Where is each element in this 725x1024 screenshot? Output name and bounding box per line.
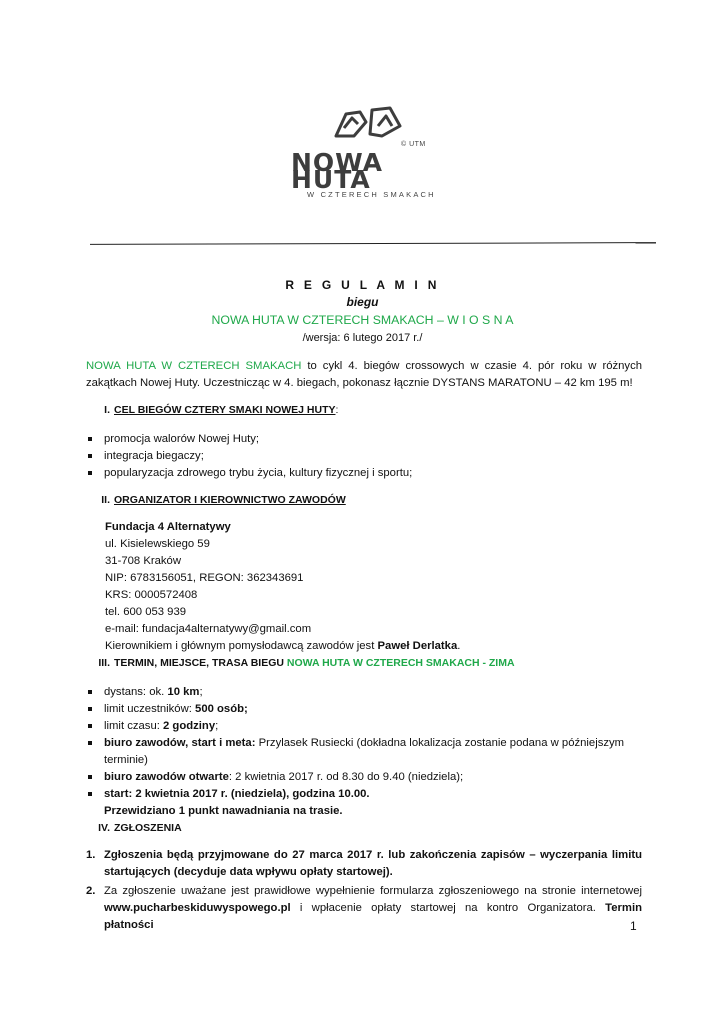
organizer-leader: [105, 638, 605, 655]
item-2-text-c: Termin płatności: [104, 902, 642, 931]
section-2-title: ORGANIZATOR I KIEROWNICTWO ZAWODÓW: [114, 494, 346, 506]
organizer-block: [105, 519, 605, 655]
organizer-phone: tel. 600 053 939: [105, 606, 187, 618]
office-label: biuro zawodów, start i meta:: [104, 737, 256, 749]
distance-label: dystans: ok.: [104, 686, 168, 698]
open-label: biuro zawodów otwarte: [104, 771, 229, 783]
list-item: promocja walorów Nowej Huty;: [86, 431, 642, 448]
list-item: [86, 718, 642, 735]
list-item: [86, 847, 642, 881]
goals-list: [86, 431, 642, 482]
organizer-name: Fundacja 4 Alternatywy: [105, 521, 231, 533]
intro-text: to cykl 4. biegów crossowych w czasie 4. pór roku w różnych zakątkach Nowej Huty. Uczestnicząc w 4. biegach, pokonasz łącznie DYSTANS MARATONU – 42 km 195 m!: [86, 360, 642, 389]
time-end: ;: [215, 720, 219, 732]
intro-paragraph: [86, 358, 642, 392]
organizer-krs: KRS: 0000572408: [105, 589, 198, 601]
logo-tagline: W CZTERECH SMAKACH: [307, 190, 436, 199]
list-item: [86, 701, 642, 718]
leader-name: Paweł Derlatka: [377, 640, 458, 652]
section-4-number: IV.: [98, 822, 110, 834]
registration-list: [86, 847, 642, 936]
section-3-title: TERMIN, MIEJSCE, TRASA BIEGU: [114, 657, 287, 669]
section-3-title-event: NOWA HUTA W CZTERECH SMAKACH - ZIMA: [286, 657, 515, 669]
header-divider: [90, 242, 656, 245]
start-text: start: 2 kwietnia 2017 r. (niedziela), godzina 10.00.: [104, 788, 370, 800]
list-item: [86, 883, 642, 934]
organizer-city: 31-708 Kraków: [105, 555, 181, 567]
list-item: [86, 735, 642, 769]
race-details-list: [86, 684, 642, 820]
distance-value: 10 km: [167, 686, 200, 698]
list-item: [86, 684, 642, 701]
item-2-text-b: i wpłacenie opłaty startowej na kontro Organizatora.: [290, 902, 606, 914]
time-label: limit czasu:: [104, 720, 164, 732]
list-item: integracja biegaczy;: [86, 448, 642, 465]
page-number: 1: [630, 919, 637, 933]
limit-value: 500 osób;: [195, 703, 248, 715]
section-2-number: II.: [101, 494, 110, 506]
copyright-mark: © UTM: [401, 141, 426, 148]
logo-shapes-icon: [332, 104, 404, 140]
water-text: Przewidziano 1 punkt nawadniania na trasie.: [104, 805, 343, 817]
leader-suffix: .: [457, 640, 461, 652]
organizer-email: e-mail: fundacja4alternatywy@gmail.com: [105, 623, 312, 635]
distance-end: ;: [199, 686, 203, 698]
organizer-nip: NIP: 6783156051, REGON: 362343691: [105, 572, 304, 584]
list-item: [86, 786, 642, 820]
document-version: /wersja: 6 lutego 2017 r./: [302, 332, 423, 344]
nowa-huta-logo: [288, 104, 448, 204]
section-1-colon: :: [335, 404, 339, 416]
organizer-street: ul. Kisielewskiego 59: [105, 538, 210, 550]
section-4-title: ZGŁOSZENIA: [114, 822, 182, 834]
logo-brand-text: NOWA HUTA: [291, 148, 383, 194]
intro-highlight: NOWA HUTA W CZTERECH SMAKACH: [86, 360, 302, 372]
section-1-number: I.: [104, 404, 110, 416]
item-2-text-a: Za zgłoszenie uważane jest prawidłowe wypełnienie formularza zgłoszeniowego na stronie internetowej: [104, 885, 642, 897]
office-text: Przylasek Rusiecki (dokładna lokalizacja zostanie podana w późniejszym terminie): [104, 737, 625, 766]
item-number: 1.: [86, 849, 96, 861]
document-subtitle: biegu: [346, 295, 379, 309]
event-name: NOWA HUTA W CZTERECH SMAKACH – W I O S N A: [211, 313, 514, 327]
document-title: R E G U L A M I N: [285, 278, 440, 292]
time-value: 2 godziny: [163, 720, 216, 732]
limit-label: limit uczestników:: [104, 703, 196, 715]
registration-url-link[interactable]: www.pucharbeskiduwyspowego.pl: [104, 902, 291, 914]
item-1-text: Zgłoszenia będą przyjmowane do 27 marca 2017 r. lub zakończenia zapisów – wyczerpania limitu startujących (decyduje data wpływu opłaty startowej).: [104, 849, 642, 878]
list-item: popularyzacja zdrowego trybu życia, kultury fizycznej i sportu;: [86, 465, 642, 482]
item-number: 2.: [86, 885, 96, 897]
leader-prefix: Kierownikiem i głównym pomysłodawcą zawodów jest: [105, 640, 378, 652]
section-3-number: III.: [98, 657, 110, 669]
open-text: : 2 kwietnia 2017 r. od 8.30 do 9.40 (niedziela);: [228, 771, 464, 783]
section-1-title: CEL BIEGÓW CZTERY SMAKI NOWEJ HUTY: [114, 404, 336, 416]
list-item: [86, 769, 642, 786]
